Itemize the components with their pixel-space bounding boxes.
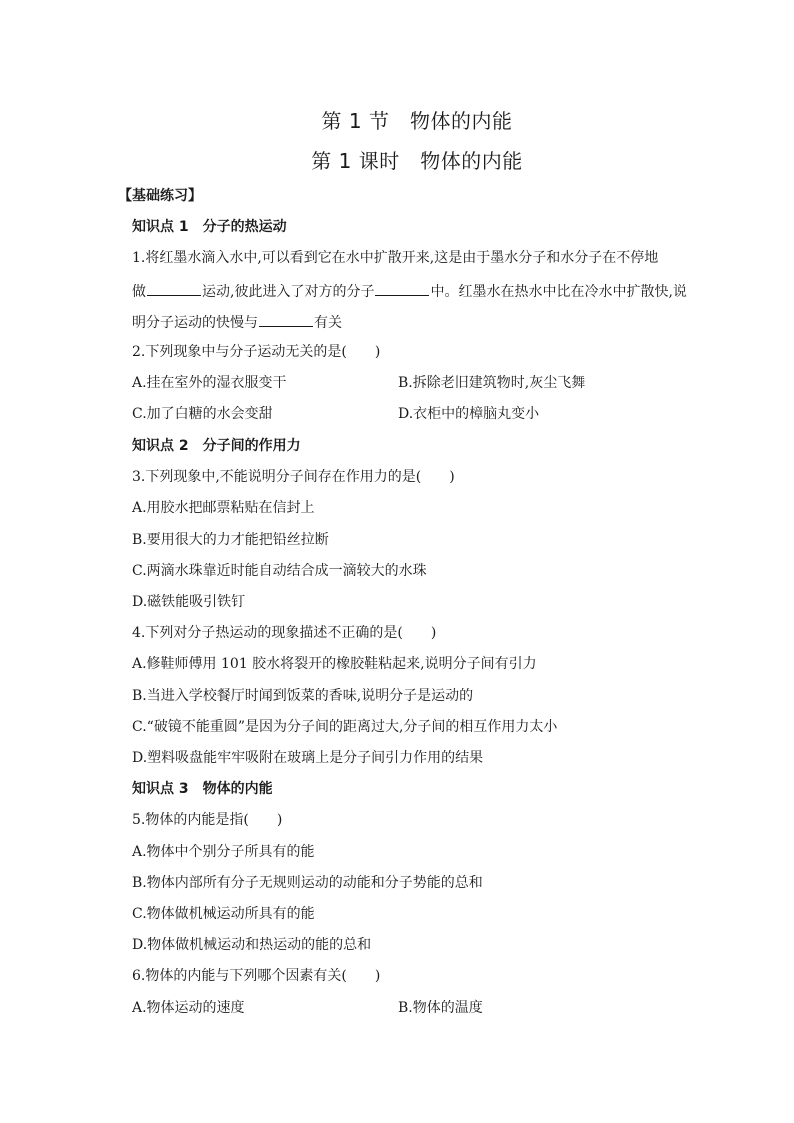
question-4-option-b: B.当进入学校餐厅时闻到饭菜的香味,说明分子是运动的 [132, 688, 474, 704]
question-2-option-c: C.加了白糖的水会变甜 [132, 406, 273, 422]
question-6-stem: 6.物体的内能与下列哪个因素有关( ) [132, 968, 381, 984]
question-3-option-b: B.要用很大的力才能把铅丝拉断 [132, 532, 329, 548]
question-1-text: 运动,彼此进入了对方的分子 [202, 284, 375, 300]
question-4-option-d: D.塑料吸盘能牢牢吸附在玻璃上是分子间引力作用的结果 [132, 750, 484, 766]
question-6-option-a: A.物体运动的速度 [132, 1000, 245, 1016]
question-3-option-a: A.用胶水把邮票粘贴在信封上 [132, 500, 315, 516]
answer-blank[interactable] [259, 312, 313, 327]
answer-blank[interactable] [375, 281, 429, 296]
knowledge-point-3: 知识点 3 物体的内能 [132, 781, 273, 797]
question-1-line-3 [132, 312, 342, 333]
question-4-option-a: A.修鞋师傅用 101 胶水将裂开的橡胶鞋粘起来,说明分子间有引力 [132, 656, 537, 672]
question-3-option-d: D.磁铁能吸引铁钉 [132, 594, 246, 610]
question-1-text: 有关 [314, 315, 342, 331]
question-1-line-2 [132, 281, 687, 302]
lesson-title: 第 1 课时 物体的内能 [311, 149, 523, 173]
question-1-line-1: 1.将红墨水滴入水中,可以看到它在水中扩散开来,这是由于墨水分子和水分子在不停地 [132, 250, 659, 266]
section-title: 第 1 节 物体的内能 [321, 109, 513, 133]
question-2-option-d: D.衣柜中的樟脑丸变小 [398, 406, 540, 422]
question-5-stem: 5.物体的内能是指( ) [132, 812, 283, 828]
question-4-option-c: C.“破镜不能重圆”是因为分子间的距离过大,分子间的相互作用力太小 [132, 719, 558, 735]
answer-blank[interactable] [147, 281, 201, 296]
question-6-option-b: B.物体的温度 [398, 1000, 483, 1016]
question-1-text: 中。红墨水在热水中比在冷水中扩散快,说 [430, 284, 687, 300]
question-3-option-c: C.两滴水珠靠近时能自动结合成一滴较大的水珠 [132, 563, 427, 579]
question-5-option-d: D.物体做机械运动和热运动的能的总和 [132, 937, 372, 953]
question-1-text: 明分子运动的快慢与 [132, 315, 258, 331]
question-2-option-a: A.挂在室外的湿衣服变干 [132, 375, 287, 391]
knowledge-point-1: 知识点 1 分子的热运动 [132, 219, 287, 235]
knowledge-point-2: 知识点 2 分子间的作用力 [132, 438, 301, 454]
question-2-option-b: B.拆除老旧建筑物时,灰尘飞舞 [398, 375, 586, 391]
question-5-option-b: B.物体内部所有分子无规则运动的动能和分子势能的总和 [132, 875, 483, 891]
question-1-text: 做 [132, 284, 146, 300]
question-5-option-a: A.物体中个别分子所具有的能 [132, 844, 315, 860]
question-5-option-c: C.物体做机械运动所具有的能 [132, 906, 315, 922]
question-3-stem: 3.下列现象中,不能说明分子间存在作用力的是( ) [132, 469, 455, 485]
question-4-stem: 4.下列对分子热运动的现象描述不正确的是( ) [132, 625, 437, 641]
question-2-stem: 2.下列现象中与分子运动无关的是( ) [132, 344, 381, 360]
basic-practice-heading: 【基础练习】 [118, 188, 202, 204]
